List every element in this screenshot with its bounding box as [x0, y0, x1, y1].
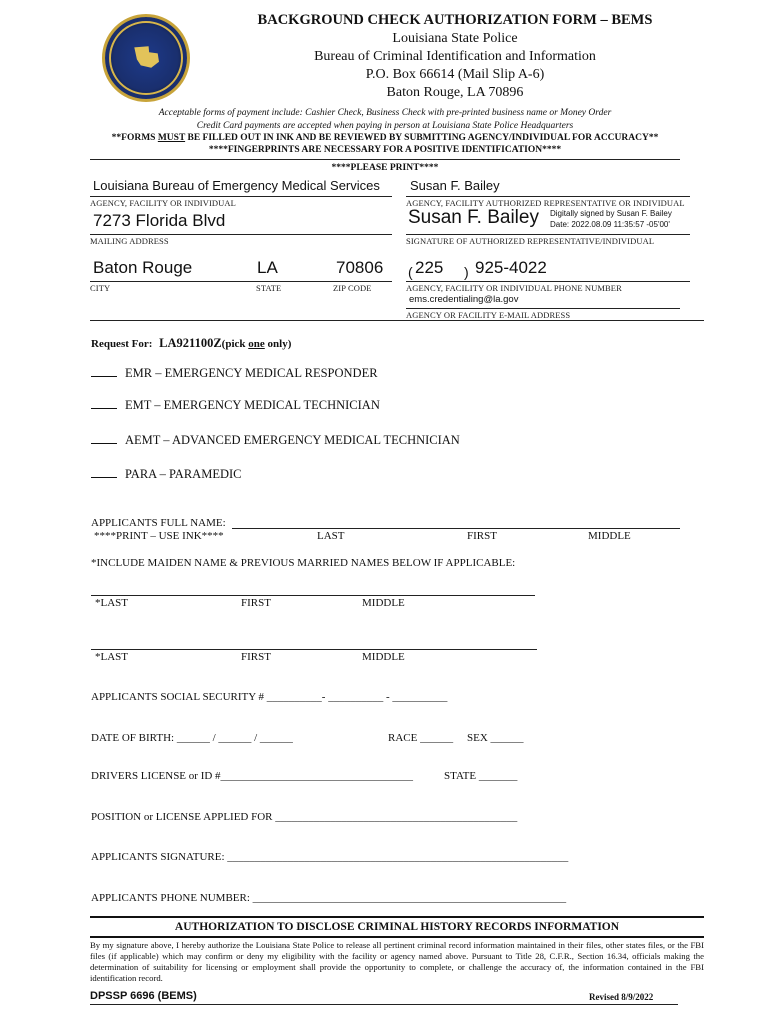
digital-signature-name: Susan F. Bailey — [408, 207, 539, 228]
payment-note: Acceptable forms of payment include: Cashier Check, Business Check with pre-printed business name or Money Order — [158, 108, 612, 118]
mailing-address-line — [90, 234, 392, 235]
forms-must: MUST — [157, 133, 186, 143]
applicant-phone-field[interactable]: APPLICANTS PHONE NUMBER: _________________________________________________________ — [91, 892, 567, 904]
credit-card-note: Credit Card payments are accepted when paying in person at Louisiana State Police Headquarters — [196, 121, 574, 131]
option-emr[interactable] — [91, 366, 378, 381]
mailing-address-value: 7273 Florida Blvd — [93, 211, 226, 230]
email-line — [406, 308, 680, 309]
maiden-name-note: *INCLUDE MAIDEN NAME & PREVIOUS MARRIED NAMES BELOW IF APPLICABLE: — [91, 557, 516, 569]
representative-label: AGENCY, FACILITY AUTHORIZED REPRESENTATIVE OR INDIVIDUAL — [406, 198, 685, 208]
city-line — [90, 281, 392, 282]
option-label: AEMT – ADVANCED EMERGENCY MEDICAL TECHNICIAN — [125, 433, 460, 447]
dob-field[interactable]: DATE OF BIRTH: ______ / ______ / ______ — [91, 732, 293, 744]
representative-line — [406, 196, 690, 197]
prev2-last-label: *LAST — [95, 651, 128, 663]
ink-review-note — [90, 133, 680, 143]
signature-label: SIGNATURE OF AUTHORIZED REPRESENTATIVE/INDIVIDUAL — [406, 236, 655, 246]
city-state-zip: Baton Rouge, LA 70896 — [386, 85, 524, 100]
bureau-name: Bureau of Criminal Identification and Information — [314, 49, 596, 64]
state-value: LA — [257, 258, 278, 277]
phone-label: AGENCY, FACILITY OR INDIVIDUAL PHONE NUMBER — [406, 283, 622, 293]
form-title: BACKGROUND CHECK AUTHORIZATION FORM – BEMS — [257, 12, 653, 28]
state-police-seal — [102, 14, 190, 102]
phone-close-paren: ) — [464, 264, 469, 280]
full-name-field[interactable] — [232, 528, 680, 529]
applicant-signature-field[interactable]: APPLICANTS SIGNATURE: ______________________________________________________________ — [91, 851, 569, 863]
authorization-heading-box — [90, 916, 704, 938]
middle-name-label: MIDDLE — [588, 530, 631, 542]
prev1-middle-label: MIDDLE — [362, 597, 405, 609]
pick-pre: (pick — [221, 338, 249, 350]
zip-label: ZIP CODE — [333, 283, 372, 293]
revised-date: Revised 8/9/2022 — [589, 992, 654, 1002]
representative-value: Susan F. Bailey — [410, 178, 500, 193]
city-value: Baton Rouge — [93, 258, 193, 277]
race-field[interactable]: RACE ______ — [388, 732, 454, 744]
louisiana-map-icon — [133, 45, 159, 69]
zip-value: 70806 — [336, 258, 384, 277]
checkbox-line[interactable] — [91, 376, 117, 377]
forms-pre: **FORMS — [111, 133, 158, 143]
agency-name-label: AGENCY, FACILITY OR INDIVIDUAL — [90, 198, 236, 208]
authorization-heading: AUTHORIZATION TO DISCLOSE CRIMINAL HISTORY RECORDS INFORMATION — [174, 921, 620, 933]
email-label: AGENCY OR FACILITY E-MAIL ADDRESS — [406, 310, 571, 320]
prev2-middle-label: MIDDLE — [362, 651, 405, 663]
email-value: ems.credentialing@la.gov — [409, 294, 519, 305]
header-divider — [90, 159, 680, 160]
prev1-first-label: FIRST — [241, 597, 271, 609]
agency-section-divider — [90, 320, 704, 321]
fingerprint-note: ****FINGERPRINTS ARE NECESSARY FOR A POSITIVE IDENTIFICATION**** — [208, 145, 562, 155]
drivers-license-field[interactable]: DRIVERS LICENSE or ID #___________________________________ — [91, 770, 414, 782]
option-paramedic[interactable] — [91, 467, 241, 482]
org-name: Louisiana State Police — [392, 31, 518, 46]
agency-name-line — [90, 196, 392, 197]
request-code: LA921100Z — [159, 336, 222, 350]
authorization-body: By my signature above, I hereby authorize the Louisiana State Police to release all pertinent criminal record information maintained in their files, other states files, or the FBI files (if applicable) which may confirm or deny my eligibility with the facility or agency named above. Pursuant to Title 28, C.F.R., Section 16.34, officials making the determination of suitability for licensing or employment shall provide the opportunity to complete, or challenge the accuracy of, the information contained in the FBI identification record. — [90, 940, 704, 983]
forms-post: BE FILLED OUT IN INK AND BE REVIEWED BY SUBMITTING AGENCY/INDIVIDUAL FOR ACCURACY** — [185, 133, 659, 143]
signature-line — [406, 234, 690, 235]
phone-number: 925-4022 — [475, 258, 547, 277]
checkbox-line[interactable] — [91, 408, 117, 409]
please-print: ****PLEASE PRINT**** — [331, 163, 439, 173]
po-box: P.O. Box 66614 (Mail Slip A-6) — [365, 67, 545, 82]
checkbox-line[interactable] — [91, 477, 117, 478]
checkbox-line[interactable] — [91, 443, 117, 444]
footer-line — [90, 1004, 678, 1005]
pick-post: only) — [264, 338, 292, 350]
form-id: DPSSP 6696 (BEMS) — [90, 990, 197, 1002]
full-name-label: APPLICANTS FULL NAME: — [91, 517, 226, 529]
agency-name-value: Louisiana Bureau of Emergency Medical Services — [93, 178, 380, 193]
request-for — [91, 336, 291, 351]
option-label: EMR – EMERGENCY MEDICAL RESPONDER — [125, 366, 378, 380]
request-prefix: Request For: — [91, 338, 153, 350]
last-name-label: LAST — [317, 530, 345, 542]
ssn-field[interactable]: APPLICANTS SOCIAL SECURITY # __________- __________ - __________ — [91, 691, 448, 703]
option-aemt[interactable] — [91, 433, 460, 448]
prev2-first-label: FIRST — [241, 651, 271, 663]
sex-field[interactable]: SEX ______ — [467, 732, 524, 744]
print-ink-note: ****PRINT – USE INK**** — [94, 530, 224, 542]
position-field[interactable]: POSITION or LICENSE APPLIED FOR ____________________________________________ — [91, 811, 518, 823]
prev1-last-label: *LAST — [95, 597, 128, 609]
option-emt[interactable] — [91, 398, 380, 413]
option-label: PARA – PARAMEDIC — [125, 467, 242, 481]
first-name-label: FIRST — [467, 530, 497, 542]
phone-open-paren: ( — [408, 264, 413, 280]
option-label: EMT – EMERGENCY MEDICAL TECHNICIAN — [125, 398, 380, 412]
phone-area-code: 225 — [415, 258, 444, 277]
state-label: STATE — [256, 283, 282, 293]
city-label: CITY — [90, 283, 111, 293]
previous-name-field-2[interactable] — [91, 649, 537, 650]
mailing-address-label: MAILING ADDRESS — [90, 236, 169, 246]
dl-state-field[interactable]: STATE _______ — [444, 770, 518, 782]
previous-name-field-1[interactable] — [91, 595, 535, 596]
digital-signature-note: Digitally signed by Susan F. Bailey — [550, 209, 672, 218]
phone-line — [406, 281, 690, 282]
pick-one: one — [248, 338, 265, 350]
digital-signature-date: Date: 2022.08.09 11:35:57 -05'00' — [550, 220, 670, 229]
